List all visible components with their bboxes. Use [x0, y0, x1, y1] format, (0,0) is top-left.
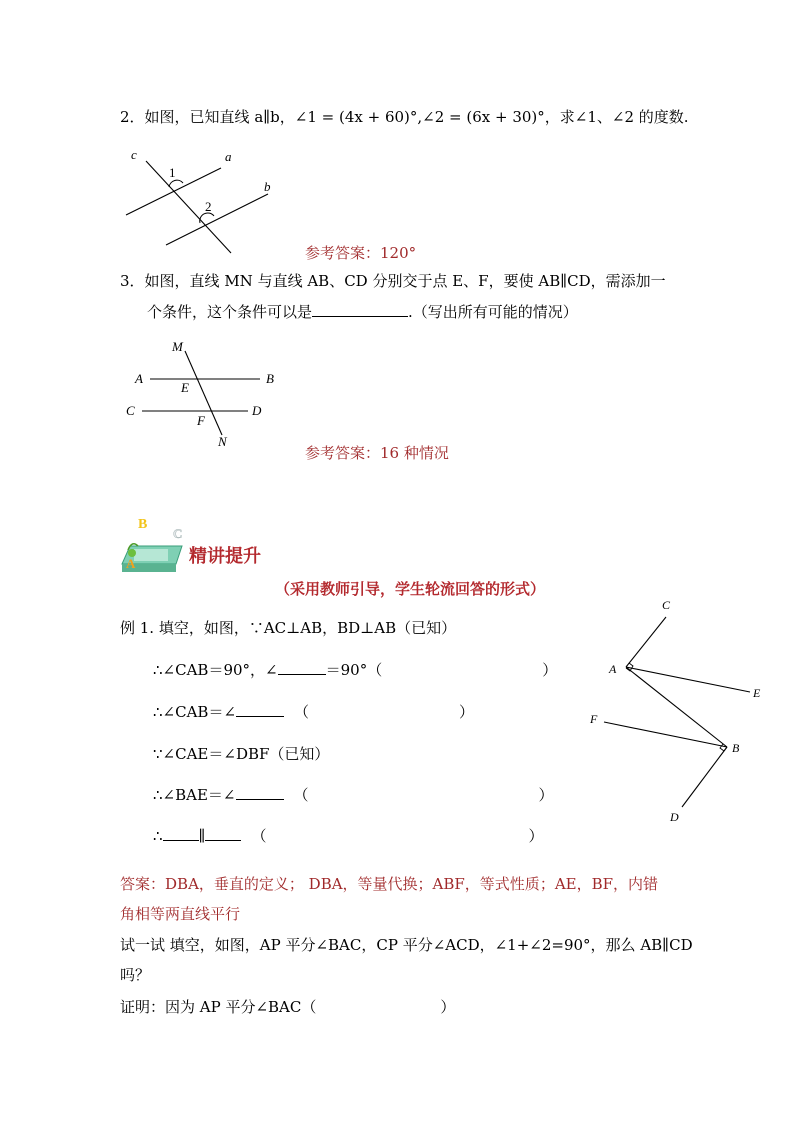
section-subtitle: （采用教师引导，学生轮流回答的形式）: [275, 580, 546, 598]
example1-answer-line1: [120, 873, 658, 894]
q2-answer: 参考答案：120°: [305, 244, 417, 262]
ray-ae: [626, 667, 750, 692]
step2-text-b: （: [294, 703, 310, 721]
step5-blank-line1[interactable]: [163, 826, 199, 841]
fig-label-C: C: [662, 598, 671, 612]
label-angle-2: 2: [205, 199, 212, 214]
logo-letter-c: C: [173, 526, 183, 541]
q2-figure: [118, 145, 293, 257]
q3-figure: [120, 335, 280, 455]
section-logo-icon: [118, 516, 188, 578]
section-title: 精讲提升: [189, 546, 261, 567]
example1-answer-line2: 角相等两直线平行: [120, 905, 241, 923]
example1-figure: [584, 592, 774, 828]
q3-answer: 参考答案：16 种情况: [305, 444, 449, 462]
ray-ac: [626, 617, 666, 667]
line-c: [146, 161, 231, 253]
step5-text-c: （: [251, 827, 267, 845]
step5-blank-line2[interactable]: [205, 826, 241, 841]
q3-line2: [147, 301, 578, 322]
label-N: N: [218, 434, 227, 449]
fig-label-D: D: [670, 810, 679, 824]
fig-label-A: A: [609, 662, 617, 676]
answer-label: 答案：: [120, 875, 166, 893]
segment-ab: [626, 667, 727, 747]
q2-body: 如图，已知直线 a∥b，∠1 = (4x + 60)°,∠2 = (6x + 30)°，求∠1、∠2 的度数.: [144, 108, 689, 126]
step4-text-a: ∴∠BAE＝∠: [153, 786, 236, 804]
proof-text-a: 证明：因为 AP 平分∠BAC（: [120, 998, 317, 1016]
example1-step2: [153, 701, 474, 722]
label-F: F: [197, 413, 205, 428]
q3-text-line2a: 个条件，这个条件可以是: [147, 303, 313, 321]
label-B: B: [266, 371, 274, 386]
step4-text-c: ）: [538, 786, 554, 804]
q3-text-line1: 如图，直线 MN 与直线 AB、CD 分别交于点 E、F，要使 AB∥CD，需添加一: [144, 272, 666, 290]
step1-blank-angle[interactable]: [278, 660, 326, 675]
q3-text-line2b: .（写出所有可能的情况）: [408, 303, 578, 321]
q3-number: 3．: [120, 272, 145, 290]
label-a: a: [225, 149, 232, 164]
proof-text-b: ）: [440, 998, 456, 1016]
fig-label-B: B: [732, 741, 740, 755]
try-line2: 吗？: [120, 966, 151, 984]
q3-blank[interactable]: [312, 302, 408, 317]
label-c: c: [131, 147, 137, 162]
q3-line1: [120, 270, 666, 291]
step1-text-b: ＝90°（: [325, 661, 383, 679]
example1-step3: ∵∠CAE＝∠DBF（已知）: [153, 745, 330, 763]
label-C: C: [126, 403, 135, 418]
label-b: b: [264, 179, 271, 194]
try-line1: 试一试 填空，如图，AP 平分∠BAC，CP 平分∠ACD，∠1+∠2=90°，那么 AB∥CD: [120, 936, 693, 954]
angle1-arc: [169, 180, 183, 187]
ray-bf: [604, 722, 727, 747]
step4-blank-angle[interactable]: [236, 785, 284, 800]
fig-label-E: E: [753, 686, 761, 700]
ray-bd: [682, 747, 727, 807]
q2-text: [120, 106, 689, 127]
fig-label-F: F: [590, 712, 598, 726]
step1-text-c: ）: [542, 661, 558, 679]
label-angle-1: 1: [169, 165, 176, 180]
example1-step5: [153, 825, 544, 846]
step2-blank-angle[interactable]: [236, 702, 284, 717]
step2-text-c: ）: [459, 703, 475, 721]
example1-step4: [153, 784, 554, 805]
step4-text-b: （: [293, 786, 309, 804]
label-M: M: [172, 339, 183, 354]
label-E: E: [181, 380, 189, 395]
label-D: D: [252, 403, 262, 418]
step5-text-d: ）: [528, 827, 544, 845]
label-A: A: [135, 371, 143, 386]
step1-text-a: ∴∠CAB＝90°，∠: [153, 661, 278, 679]
logo-letter-a: A: [126, 556, 136, 571]
step5-text-a: ∴: [153, 827, 163, 845]
step2-text-a: ∴∠CAB＝∠: [153, 703, 237, 721]
example1-title: 例 1. 填空，如图，∵AC⊥AB，BD⊥AB（已知）: [120, 619, 457, 637]
try-proof: [120, 996, 455, 1017]
answer-text-1: DBA，垂直的定义； DBA，等量代换；ABF，等式性质；AE，BF，内错: [165, 875, 659, 893]
logo-letter-b: B: [138, 517, 148, 532]
step5-parallel: ∥: [198, 827, 206, 845]
q2-number: 2．: [120, 108, 145, 126]
example1-step1: [153, 659, 557, 680]
